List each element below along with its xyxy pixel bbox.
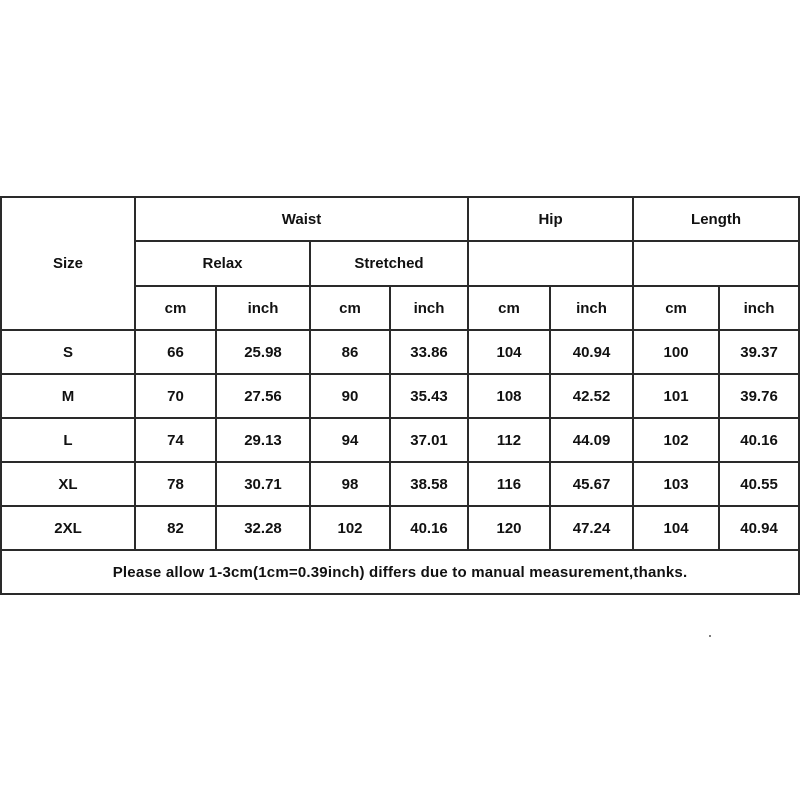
table-cell: 40.16 bbox=[390, 506, 468, 550]
table-cell: 40.16 bbox=[719, 418, 799, 462]
table-cell: 42.52 bbox=[550, 374, 633, 418]
unit-header: inch bbox=[550, 286, 633, 330]
table-cell: 33.86 bbox=[390, 330, 468, 374]
table-cell: 86 bbox=[310, 330, 390, 374]
table-cell: 30.71 bbox=[216, 462, 310, 506]
size-chart-table bbox=[0, 196, 800, 595]
unit-header: cm bbox=[468, 286, 550, 330]
size-label: XL bbox=[1, 462, 135, 506]
table-cell: 100 bbox=[633, 330, 719, 374]
length-header: Length bbox=[633, 197, 799, 241]
table-cell: 27.56 bbox=[216, 374, 310, 418]
table-row bbox=[1, 506, 799, 550]
table-row bbox=[1, 374, 799, 418]
table-cell: 102 bbox=[633, 418, 719, 462]
table-cell: 101 bbox=[633, 374, 719, 418]
table-cell: 90 bbox=[310, 374, 390, 418]
table-cell: 116 bbox=[468, 462, 550, 506]
unit-header: inch bbox=[216, 286, 310, 330]
table-cell: 37.01 bbox=[390, 418, 468, 462]
table-cell: 29.13 bbox=[216, 418, 310, 462]
table-cell: 32.28 bbox=[216, 506, 310, 550]
waist-relax-header: Relax bbox=[135, 241, 310, 286]
hip-subheader-empty bbox=[468, 241, 633, 286]
table-cell: 35.43 bbox=[390, 374, 468, 418]
table-cell: 44.09 bbox=[550, 418, 633, 462]
waist-stretched-header: Stretched bbox=[310, 241, 468, 286]
table-cell: 103 bbox=[633, 462, 719, 506]
table-cell: 40.94 bbox=[550, 330, 633, 374]
table-cell: 98 bbox=[310, 462, 390, 506]
table-cell: 104 bbox=[468, 330, 550, 374]
table-cell: 102 bbox=[310, 506, 390, 550]
table-cell: 25.98 bbox=[216, 330, 310, 374]
unit-header: inch bbox=[719, 286, 799, 330]
length-subheader-empty bbox=[633, 241, 799, 286]
table-cell: 120 bbox=[468, 506, 550, 550]
unit-header: inch bbox=[390, 286, 468, 330]
size-label: 2XL bbox=[1, 506, 135, 550]
table-cell: 74 bbox=[135, 418, 216, 462]
table-cell: 39.76 bbox=[719, 374, 799, 418]
stray-dot bbox=[709, 635, 711, 637]
hip-header: Hip bbox=[468, 197, 633, 241]
table-cell: 40.94 bbox=[719, 506, 799, 550]
size-label: S bbox=[1, 330, 135, 374]
measurement-note: Please allow 1-3cm(1cm=0.39inch) differs due to manual measurement,thanks. bbox=[1, 550, 799, 594]
table-cell: 94 bbox=[310, 418, 390, 462]
table-cell: 104 bbox=[633, 506, 719, 550]
table-cell: 82 bbox=[135, 506, 216, 550]
table-row bbox=[1, 462, 799, 506]
table-cell: 45.67 bbox=[550, 462, 633, 506]
table-cell: 39.37 bbox=[719, 330, 799, 374]
size-label: L bbox=[1, 418, 135, 462]
table-cell: 112 bbox=[468, 418, 550, 462]
unit-header: cm bbox=[135, 286, 216, 330]
table-cell: 40.55 bbox=[719, 462, 799, 506]
table-cell: 66 bbox=[135, 330, 216, 374]
size-label: M bbox=[1, 374, 135, 418]
table-cell: 38.58 bbox=[390, 462, 468, 506]
unit-header: cm bbox=[633, 286, 719, 330]
size-column-header: Size bbox=[1, 197, 135, 330]
table-row bbox=[1, 418, 799, 462]
table-row bbox=[1, 330, 799, 374]
table-cell: 78 bbox=[135, 462, 216, 506]
table-cell: 47.24 bbox=[550, 506, 633, 550]
table-cell: 108 bbox=[468, 374, 550, 418]
table-cell: 70 bbox=[135, 374, 216, 418]
unit-header: cm bbox=[310, 286, 390, 330]
waist-header: Waist bbox=[135, 197, 468, 241]
